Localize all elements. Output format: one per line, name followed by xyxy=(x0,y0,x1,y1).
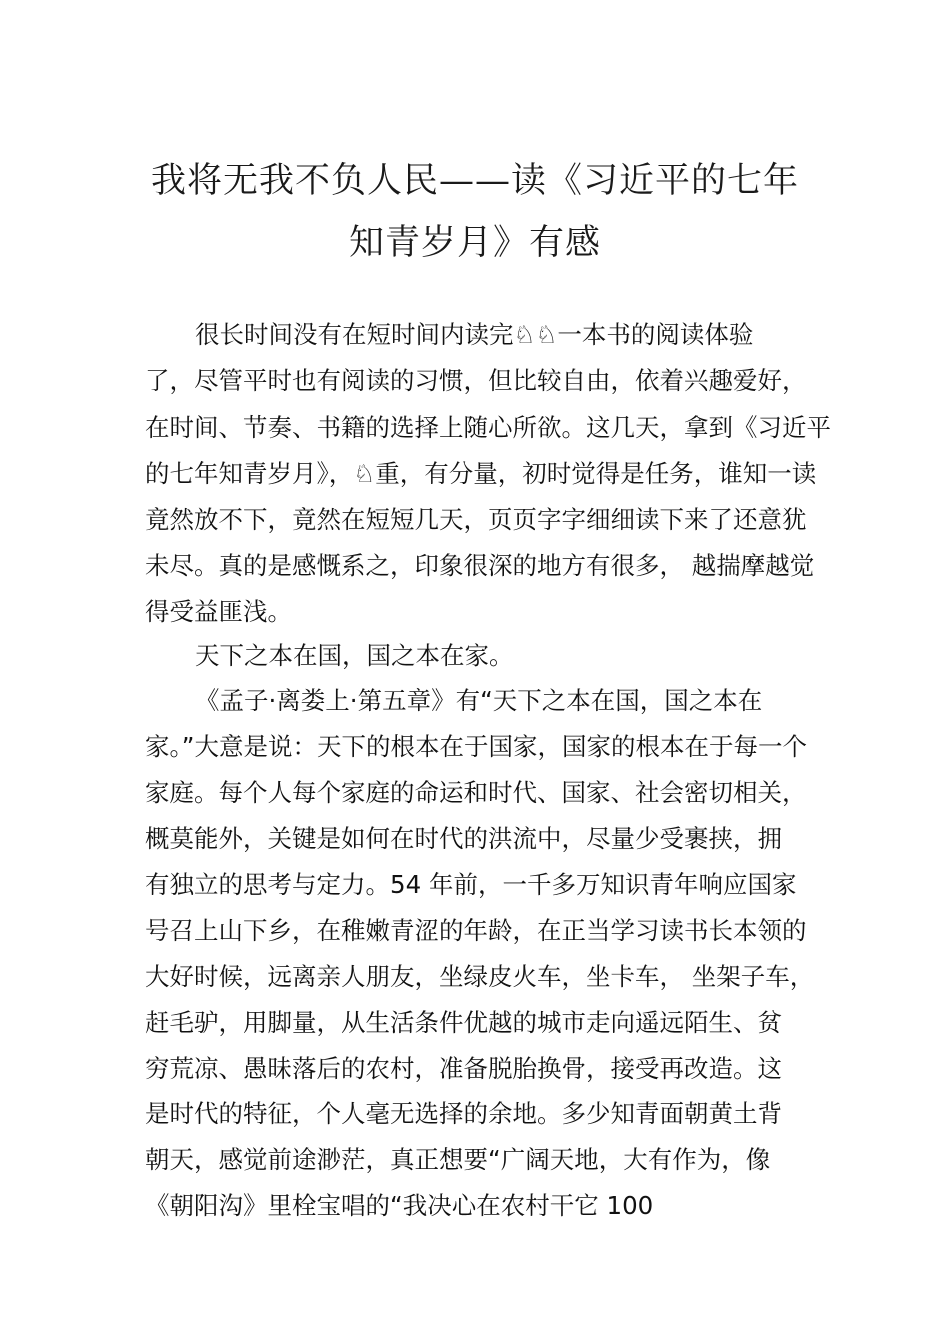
title-line-1: 我将无我不负人民——读《习近平的七年 xyxy=(150,161,799,201)
body-line: 家。”大意是说：天下的根本在于国家，国家的根本在于每一个 xyxy=(145,732,807,761)
body-line: 赶毛驴，用脚量，从生活条件优越的城市走向遥远陌生、贫 xyxy=(145,1008,782,1037)
body-line: 很长时间没有在短时间内读完♘♘一本书的阅读体验 xyxy=(195,320,754,349)
body-line: 号召上山下乡，在稚嫩青涩的年龄，在正当学习读书长本领的 xyxy=(145,916,807,945)
title-line-2: 知青岁月》有感 xyxy=(348,223,601,263)
body-line: 得受益匪浅。 xyxy=(145,597,292,626)
body-line: 《孟子·离娄上·第五章》有“天下之本在国，国之本在 xyxy=(195,686,763,715)
body-line: 朝天，感觉前途渺茫，真正想要“广阔天地，大有作为，像 xyxy=(145,1145,771,1174)
body-line: 有独立的思考与定力。54 年前，一千多万知识青年响应国家 xyxy=(145,870,797,899)
body-line: 概莫能外，关键是如何在时代的洪流中，尽量少受裹挟，拥 xyxy=(145,824,782,853)
body-line: 在时间、节奏、书籍的选择上随心所欲。这几天，拿到《习近平 xyxy=(145,413,831,442)
section-heading: 天下之本在国，国之本在家。 xyxy=(195,641,514,670)
body-line: 《朝阳沟》里栓宝唱的“我决心在农村干它 100 xyxy=(145,1191,654,1220)
body-line: 是时代的特征，个人毫无选择的余地。多少知青面朝黄土背 xyxy=(145,1099,782,1128)
body-line: 大好时候，远离亲人朋友，坐绿皮火车，坐卡车， 坐架子车， xyxy=(145,962,815,991)
body-line: 家庭。每个人每个家庭的命运和时代、国家、社会密切相关， xyxy=(145,778,807,807)
body-line: 未尽。真的是感慨系之，印象很深的地方有很多， 越揣摩越觉 xyxy=(145,551,815,580)
body-line: 了，尽管平时也有阅读的习惯，但比较自由，依着兴趣爱好， xyxy=(145,366,807,395)
body-line: 竟然放不下，竟然在短短几天，页页字字细细读下来了还意犹 xyxy=(145,505,807,534)
body-line: 穷荒凉、愚昧落后的农村，准备脱胎换骨，接受再改造。这 xyxy=(145,1054,782,1083)
body-line: 的七年知青岁月》，♘重，有分量，初时觉得是任务，谁知一读 xyxy=(145,459,817,488)
